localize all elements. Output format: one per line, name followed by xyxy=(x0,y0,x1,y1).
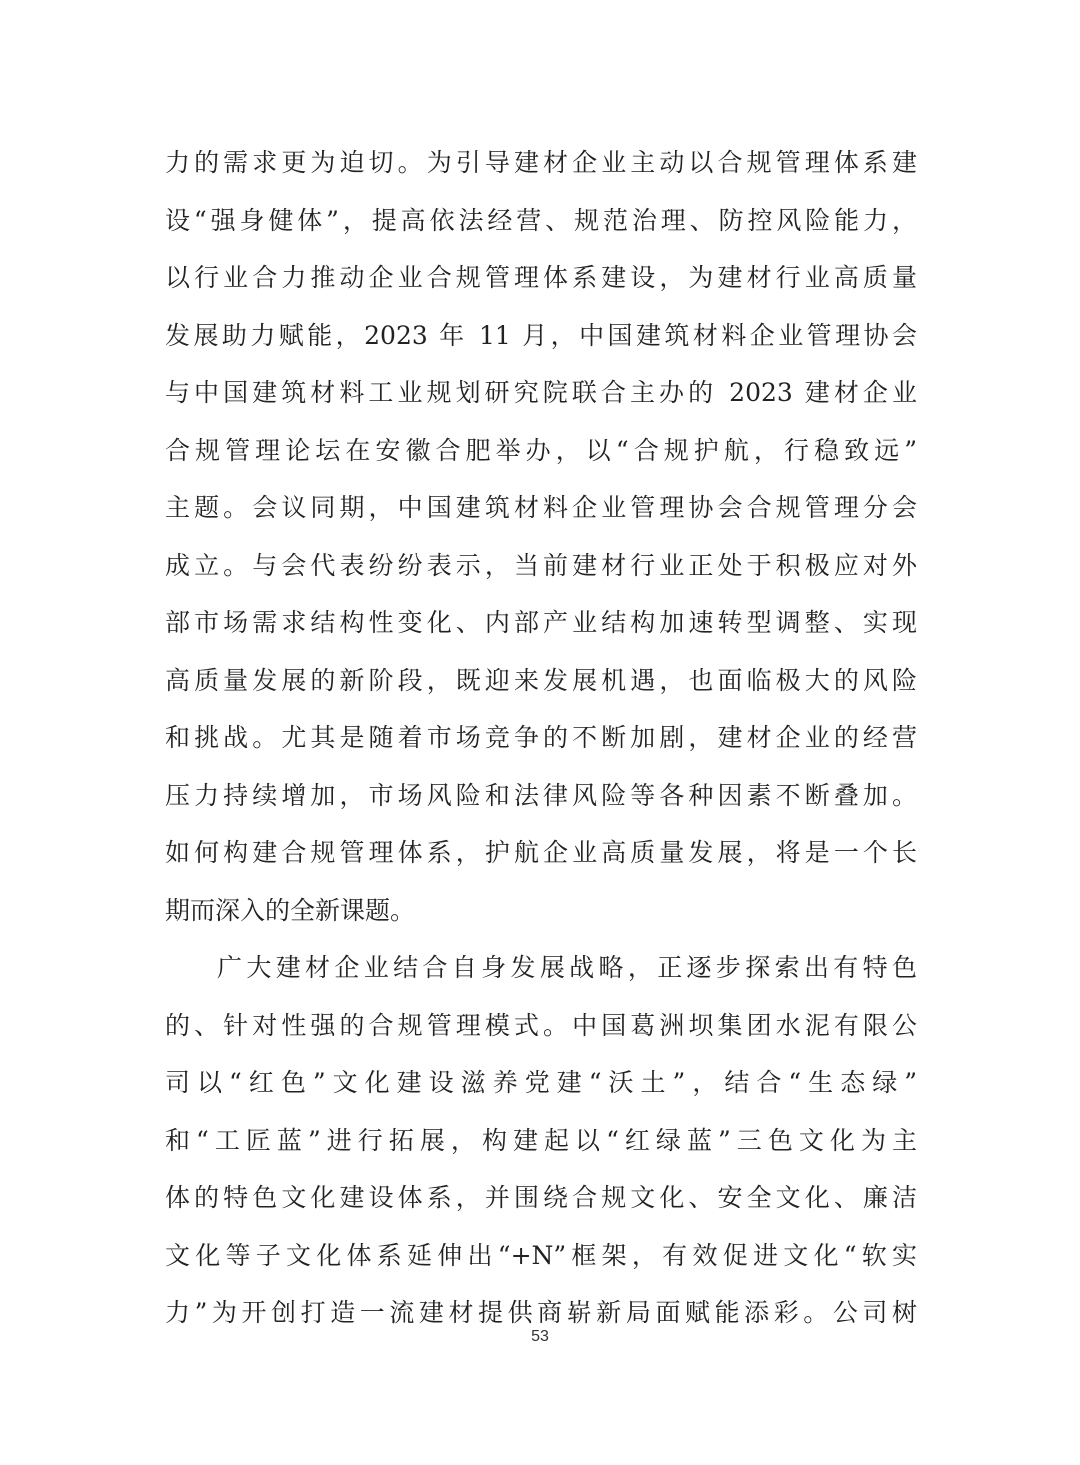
paragraph-1-line: 和挑战。尤其是随着市场竞争的不断加剧，建材企业的经营 xyxy=(165,723,917,752)
paragraph-1-line: 力的需求更为迫切。为引导建材企业主动以合规管理体系建 xyxy=(165,148,917,177)
paragraph-2-line: 文化等子文化体系延伸出“+N”框架，有效促进文化“软实 xyxy=(165,1240,917,1270)
paragraph-1-line: 成立。与会代表纷纷表示，当前建材行业正处于积极应对外 xyxy=(165,550,917,580)
paragraph-1-line: 发展助力赋能，2023 年 11 月，中国建筑材料企业管理协会 xyxy=(165,320,917,350)
paragraph-2-line: 力”为开创打造一流建材提供商崭新局面赋能添彩。公司树 xyxy=(165,1298,917,1327)
page-number: 53 xyxy=(531,1328,549,1345)
paragraph-1-line: 合规管理论坛在安徽合肥举办，以“合规护航，行稳致远” xyxy=(165,435,917,465)
paragraph-1-line: 与中国建筑材料工业规划研究院联合主办的 2023 建材企业 xyxy=(165,378,917,407)
paragraph-1-line: 压力持续增加，市场风险和法律风险等各种因素不断叠加。 xyxy=(165,780,917,810)
paragraph-1-line: 部市场需求结构性变化、内部产业结构加速转型调整、实现 xyxy=(165,608,917,637)
paragraph-2-line: 体的特色文化建设体系，并围绕合规文化、安全文化、廉洁 xyxy=(165,1183,917,1212)
paragraph-2-line: 广大建材企业结合自身发展战略，正逐步探索出有特色 xyxy=(217,953,917,982)
paragraph-1-line: 期而深入的全新课题。 xyxy=(165,895,416,925)
paragraph-1-line: 高质量发展的新阶段，既迎来发展机遇，也面临极大的风险 xyxy=(165,665,917,695)
paragraph-2-line: 和“工匠蓝”进行拓展，构建起以“红绿蓝”三色文化为主 xyxy=(165,1125,917,1155)
paragraph-1-line: 主题。会议同期，中国建筑材料企业管理协会合规管理分会 xyxy=(165,493,917,522)
paragraph-2-line: 的、针对性强的合规管理模式。中国葛洲坝集团水泥有限公 xyxy=(165,1010,917,1040)
paragraph-1-line: 以行业合力推动企业合规管理体系建设，为建材行业高质量 xyxy=(165,263,917,292)
paragraph-1-line: 设“强身健体”，提高依法经营、规范治理、防控风险能力， xyxy=(165,205,917,235)
body-text xyxy=(165,134,917,1342)
paragraph-1-line: 如何构建合规管理体系，护航企业高质量发展，将是一个长 xyxy=(165,838,917,867)
paragraph-2-line: 司以“红色”文化建设滋养党建“沃土”，结合“生态绿” xyxy=(165,1068,917,1097)
